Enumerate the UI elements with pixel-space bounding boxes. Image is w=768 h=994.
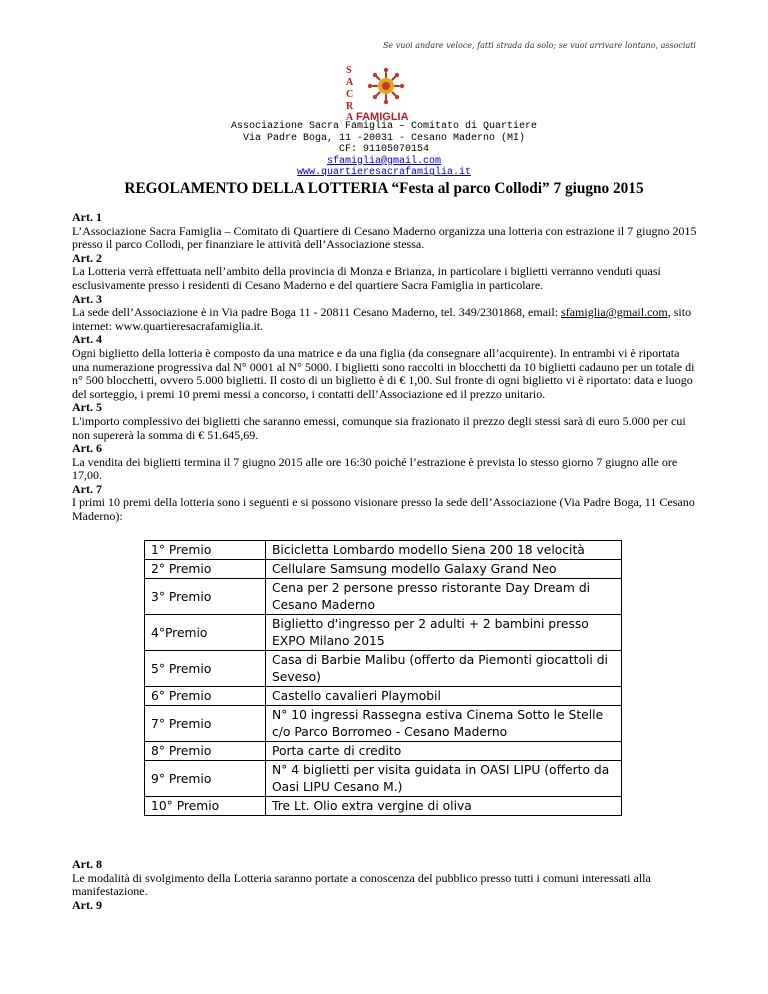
prize-rank: 5° Premio xyxy=(145,651,266,687)
prize-description: Bicicletta Lombardo modello Siena 200 18 velocità xyxy=(266,541,622,560)
prize-rank: 1° Premio xyxy=(145,541,266,560)
article-text: La vendita dei biglietti termina il 7 giugno 2015 alle ore 16:30 poiché l’estrazione è prevista lo stesso giorno 7 giugno alle ore 17,00. xyxy=(72,454,678,483)
table-row xyxy=(145,797,622,816)
prize-description: Porta carte di credito xyxy=(266,742,622,761)
article-heading: Art. 9 xyxy=(72,897,102,912)
article-heading: Art. 1 xyxy=(72,210,102,224)
org-website-link[interactable]: www.quartieresacrafamiglia.it xyxy=(296,167,472,179)
article-heading: Art. 8 xyxy=(72,857,102,871)
table-row xyxy=(145,651,622,687)
regulation-body-continued xyxy=(72,858,698,912)
page-title: REGOLAMENTO DELLA LOTTERIA “Festa al parco Collodi” 7 giugno 2015 xyxy=(124,180,644,197)
article-text-part: , sito internet: www.quartieresacrafamiglia.it. xyxy=(72,305,692,333)
org-email-link[interactable]: sfamiglia@gmail.com xyxy=(326,155,442,167)
prize-description: Biglietto d'ingresso per 2 adulti + 2 bambini presso EXPO Milano 2015 xyxy=(266,615,622,651)
prize-rank: 10° Premio xyxy=(145,797,266,816)
prize-description: Castello cavalieri Playmobil xyxy=(266,687,622,706)
prize-rank: 3° Premio xyxy=(145,579,266,615)
prize-description: Casa di Barbie Malibu (offerto da Piemonti giocattoli di Seveso) xyxy=(266,651,622,687)
prize-description: Tre Lt. Olio extra vergine di oliva xyxy=(266,797,622,816)
prize-description: Cellulare Samsung modello Galaxy Grand Neo xyxy=(266,560,622,579)
logo-letter-s: S xyxy=(346,65,352,76)
article-heading: Art. 6 xyxy=(72,441,102,456)
table-row xyxy=(145,560,622,579)
prizes-table xyxy=(144,540,622,816)
article-text: La Lotteria verrà effettuata nell’ambito della provincia di Monza e Brianza, in particolare i biglietti verranno venduti quasi esclusivamente presso i residenti di Cesano Maderno e del quartiere Sacra Famiglia in particolare. xyxy=(72,264,661,292)
table-row xyxy=(145,615,622,651)
logo-word: FAMIGLIA xyxy=(356,111,409,120)
table-row xyxy=(145,541,622,560)
sacra-famiglia-logo xyxy=(344,62,454,120)
article-email-link[interactable]: sfamiglia@gmail.com xyxy=(561,305,668,320)
prize-rank: 7° Premio xyxy=(145,706,266,742)
logo-letter-c: C xyxy=(346,89,354,100)
article-text: L'importo complessivo dei biglietti che saranno emessi, comunque sia frazionato il prezzo degli stessi sarà di euro 5.000 per cui non supererà la somma di € 51.645,69. xyxy=(72,413,686,442)
organization-info xyxy=(0,121,768,179)
prize-rank: 9° Premio xyxy=(145,761,266,797)
article-heading: Art. 3 xyxy=(72,291,102,306)
article-heading: Art. 4 xyxy=(72,332,102,347)
org-cf: CF: 91105070154 xyxy=(338,144,429,156)
article-text: Le modalità di svolgimento della Lotteria saranno portate a conoscenza del pubblico presso tutti i comuni interessati alla manifestazione. xyxy=(72,870,651,899)
article-text: I primi 10 premi della lotteria sono i seguenti e si possono visionare presso la sede dell’Associazione (Via Padre Boga, 11 Cesano Maderno): xyxy=(72,495,695,524)
prize-description: Cena per 2 persone presso ristorante Day Dream di Cesano Maderno xyxy=(266,579,622,615)
prize-rank: 2° Premio xyxy=(145,560,266,579)
table-row xyxy=(145,742,622,761)
article-heading: Art. 7 xyxy=(72,481,102,496)
motto: Se vuoi andare veloce, fatti strada da solo; se vuoi arrivare lontano, associati xyxy=(382,41,696,50)
table-row xyxy=(145,687,622,706)
regulation-body xyxy=(72,211,698,524)
org-name: Associazione Sacra Famiglia – Comitato di Quartiere xyxy=(230,121,538,132)
logo-letter-a1: A xyxy=(346,77,354,88)
prize-description: N° 10 ingressi Rassegna estiva Cinema Sotto le Stelle c/o Parco Borromeo - Cesano Maderno xyxy=(266,706,622,742)
table-row xyxy=(145,761,622,797)
prize-description: N° 4 biglietti per visita guidata in OASI LIPU (offerto da Oasi LIPU Cesano M.) xyxy=(266,761,622,797)
article-heading: Art. 5 xyxy=(72,400,102,415)
org-address: Via Padre Boga, 11 -20031 - Cesano Maderno (MI) xyxy=(242,132,526,144)
table-row xyxy=(145,706,622,742)
article-text-part: La sede dell’Associazione è in Via padre Boga 11 - 20811 Cesano Maderno, tel. 349/2301868, email: xyxy=(72,305,562,320)
prize-rank: 6° Premio xyxy=(145,687,266,706)
prize-rank: 4°Premio xyxy=(145,615,266,651)
table-row xyxy=(145,579,622,615)
prize-rank: 8° Premio xyxy=(145,742,266,761)
sun-people-icon xyxy=(368,68,404,104)
logo-letter-r: R xyxy=(346,101,354,112)
article-text: Ogni biglietto della lotteria è composto da una matrice e da una figlia (da consegnare all’acquirente). In entrambi vi è riportata una numerazione progressiva dal N° 0001 al N° 5000. I biglietti sono raccolti in blocchetti da 10 biglietti cadauno per un totale di n° 500 blocchetti, ovvero 5.000 biglietti. Il costo di un biglietto è di € 1,00. Sul fronte di ogni biglietto vi è riportato: data e luogo del sorteggio, i premi 10 premi messi a concorso, i contatti dell’Associazione ed il prezzo unitario. xyxy=(72,345,695,401)
article-text xyxy=(72,306,698,333)
article-heading: Art. 2 xyxy=(72,250,102,265)
logo-letter-a2: A xyxy=(346,112,354,120)
article-text: L’Associazione Sacra Famiglia – Comitato di Quartiere di Cesano Maderno organizza una lotteria con estrazione il 7 giugno 2015 presso il parco Collodi, per finanziare le attività dell’Associazione stessa. xyxy=(72,223,697,252)
